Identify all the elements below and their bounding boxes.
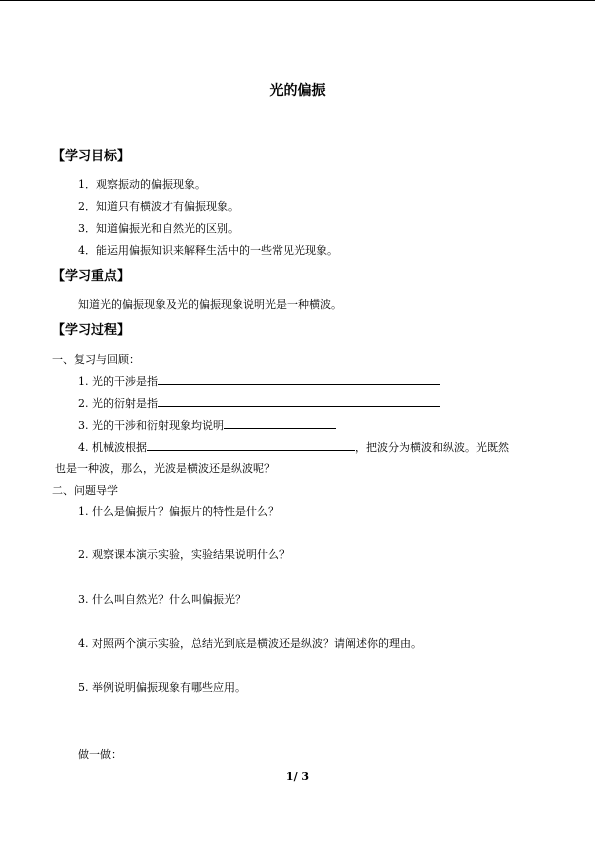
objective-item-3: 3．知道偏振光和自然光的区别。 [78,222,239,235]
keypoints-heading: 【学习重点】 [52,269,131,284]
review-question-1 [78,372,440,389]
answer-blank-4[interactable] [147,438,355,451]
objective-item-2: 2．知道只有横波才有偏振现象。 [78,200,239,213]
review-question-3 [78,416,336,433]
review-question-4-text-start: 4. 机械波根据 [78,441,147,454]
review-heading: 一、复习与回顾： [52,353,140,366]
page-title: 光的偏振 [269,83,326,99]
review-question-4-continued: 也是一种波，那么，光波是横波还是纵波呢？ [55,462,275,475]
review-question-4-text-end: ，把波分为横波和纵波。光既然 [355,441,509,454]
page-number: 1/ 3 [285,770,310,783]
answer-blank-2[interactable] [158,394,440,407]
guide-question-4: 4. 对照两个演示实验，总结光到底是横波还是纵波？请阐述你的理由。 [78,637,422,650]
answer-blank-1[interactable] [158,372,440,385]
objective-item-4: 4．能运用偏振知识来解释生活中的一些常见光现象。 [78,244,338,257]
guide-question-5: 5. 举例说明偏振现象有哪些应用。 [78,681,246,694]
keypoints-text: 知道光的偏振现象及光的偏振现象说明光是一种横波。 [78,298,342,311]
guide-heading: 二、问题导学 [52,484,118,497]
guide-question-1: 1. 什么是偏振片？偏振片的特性是什么？ [78,505,279,518]
review-question-2-text: 2. 光的衍射是指 [78,397,158,410]
top-border-line [0,0,595,1]
process-heading: 【学习过程】 [52,323,131,338]
review-question-4 [78,438,509,455]
review-question-2 [78,394,440,411]
answer-blank-3[interactable] [224,416,336,429]
review-question-3-text: 3. 光的干涉和衍射现象均说明 [78,419,224,432]
guide-question-2: 2. 观察课本演示实验，实验结果说明什么？ [78,548,290,561]
objective-item-1: 1．观察振动的偏振现象。 [78,178,206,191]
objectives-heading: 【学习目标】 [52,149,131,164]
review-question-1-text: 1. 光的干涉是指 [78,375,158,388]
activity-label: 做一做： [78,748,122,761]
guide-question-3: 3. 什么叫自然光？什么叫偏振光？ [78,593,246,606]
